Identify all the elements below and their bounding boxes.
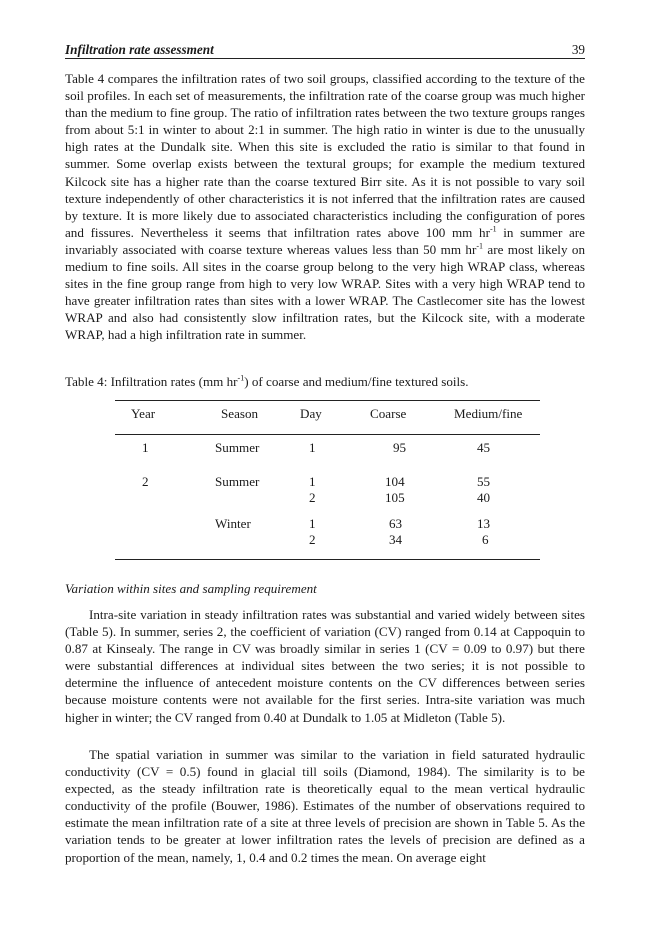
table-cell: 40	[477, 490, 491, 505]
superscript: -1	[237, 373, 245, 383]
table-cell: 6	[482, 532, 489, 547]
table-cell: Winter	[215, 516, 251, 531]
table-cell: 1	[142, 440, 149, 455]
running-head-title: Infiltration rate assessment	[65, 42, 214, 57]
table-cell: 55	[477, 474, 491, 489]
table-cell: 105	[385, 490, 405, 505]
column-header-season: Season	[221, 406, 259, 421]
superscript: -1	[476, 241, 483, 251]
header-rule	[65, 58, 585, 59]
table-cell: 2	[309, 532, 316, 547]
column-header-day: Day	[300, 406, 322, 421]
paragraph-1-text-d: are most likely on medium to fine soils. All sites in the coarse group belong to the very high WRAP class, whereas sites in the fine group range from high to very low WRAP. Sites with a very high WRAP tend to have greater infiltration rates than sites with a lower WRAP. The Castlecomer site has the lowest WRAP and also had consistently slow infiltration rates, but the Kilcock site, with a moderate WRAP, had a high infiltration rate in summer.	[65, 241, 585, 343]
table-cell: 95	[393, 440, 407, 455]
table-top-rule	[115, 400, 540, 401]
table-caption	[65, 374, 585, 390]
superscript: -1	[489, 224, 497, 234]
table-cell: 34	[389, 532, 403, 547]
table-cell: Summer	[215, 474, 260, 489]
table-cell: 1	[309, 440, 316, 455]
paragraph-1-text-b: above 100 mm hr	[387, 224, 490, 240]
paragraph-3: The spatial variation in summer was similar to the variation in field saturated hydraulic conductivity (CV = 0.5) found in glacial till soils (Diamond, 1984). The similarity is to be expected, as the steady infiltration rate is theoretically equal to the mean vertical hydraulic conductivity of the profile (Bouwer, 1986). Estimates of the number of observations required to estimate the mean infiltration rate of a site at three levels of precision are shown in Table 5. As the variation tends to be greater at lower infiltration rates the levels of precision are defined as a proportion of the mean, namely, 1, 0.4 and 0.2 times the mean. On average eight	[65, 747, 585, 865]
table-cell: 2	[142, 474, 149, 489]
column-header-medium-fine: Medium/fine	[454, 406, 523, 421]
paragraph-2: Intra-site variation in steady infiltration rates was substantial and varied widely between sites (Table 5). In summer, series 2, the coefficient of variation (CV) ranged from 0.14 at Cappoquin to 0.87 at Kinsealy. The range in CV was broadly similar in series 1 (CV = 0.09 to 0.97) but there were substantial differences at individual sites between the two series; it is not possible to determine the influence of antecedent moisture contents on the CV differences between series because moisture contents were not available for the first series. Intra-site variation was much higher in winter; the CV ranged from 0.40 at Dundalk to 1.05 at Midleton (Table 5).	[65, 607, 585, 725]
paragraph-1	[65, 70, 585, 344]
table-caption-text-end: ) of coarse and medium/fine textured soils.	[244, 374, 469, 389]
paragraph-1-text-c: in summer are invariably associated with coarse texture whereas values less than 50 mm hr	[65, 224, 585, 257]
paragraph-1-text: Table 4 compares the infiltration rates of two soil groups, classified according to the texture of the soil profiles. In each set of measurements, the infiltration rate of the coarse group was much higher than the medium to fine group. The ratio of infiltration rates between the two texture groups ranges from about 5:1 in winter to about 2:1 in summer. The high ratio in winter is due to the unusually high rates at the Dundalk site. When this site is excluded the ratio is similar to that found in summer. Some overlap exists between the textural groups; for example the medium textured Kilcock site has a higher rate than the coarse textured Birr site. As it is not possible to vary soil texture independently of other characteristics it is not inferred that the infiltration rates are caused by texture. It is more likely due to associated characteristics including the configuration of pores and fissures. Nevertheless it seems that infiltration rates	[65, 71, 585, 240]
table-cell: 45	[477, 440, 491, 455]
table-bottom-rule	[115, 559, 540, 560]
section-subheading: Variation within sites and sampling requirement	[65, 581, 317, 596]
table-cell: 2	[309, 490, 316, 505]
table-cell: 1	[309, 474, 316, 489]
page-number: 39	[571, 42, 585, 57]
table-cell: 104	[385, 474, 405, 489]
table-cell: 13	[477, 516, 491, 531]
table-cell: 63	[389, 516, 403, 531]
column-header-year: Year	[131, 406, 156, 421]
running-head	[65, 42, 585, 58]
table-cell: Summer	[215, 440, 260, 455]
table-caption-text: Table 4: Infiltration rates (mm hr	[65, 374, 238, 389]
column-header-coarse: Coarse	[370, 406, 407, 421]
table-header-rule	[115, 434, 540, 435]
table-cell: 1	[309, 516, 316, 531]
